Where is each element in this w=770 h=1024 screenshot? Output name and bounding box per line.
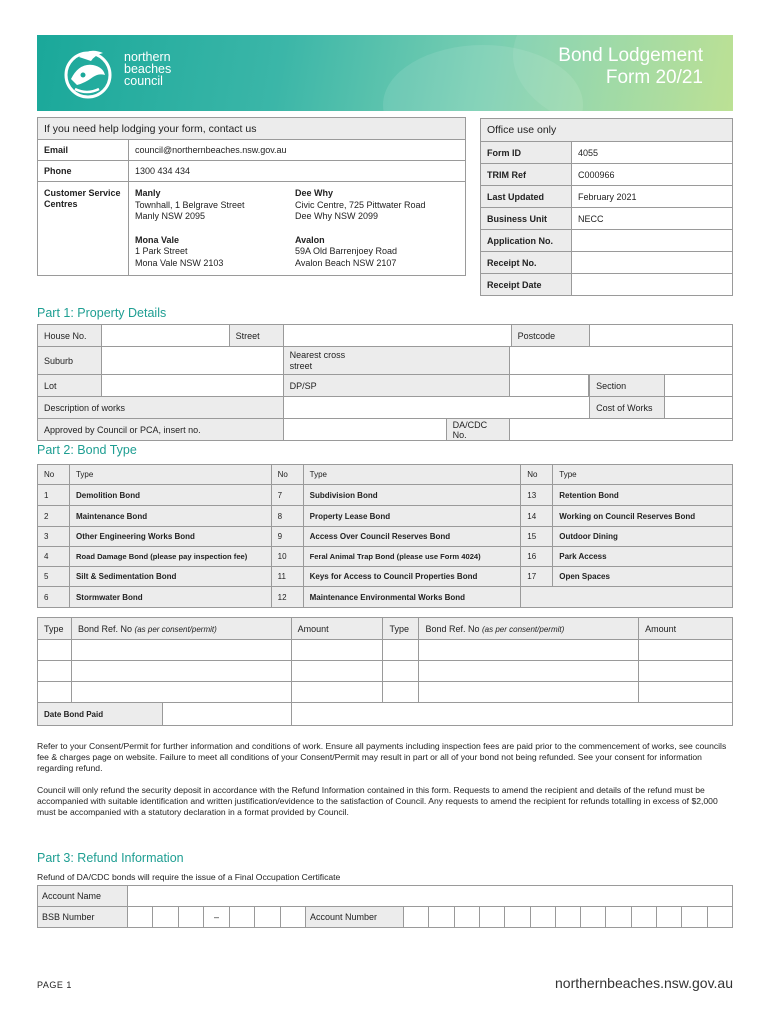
account-digit-box[interactable] [505, 907, 530, 928]
bond-no: 17 [521, 567, 553, 587]
bsb-digit-box[interactable] [280, 907, 305, 928]
street-field[interactable] [284, 325, 512, 346]
ref-bond-no-header: Bond Ref. No (as per consent/permit) [419, 618, 639, 640]
bond-no: 1 [38, 485, 70, 506]
office-label: Application No. [481, 230, 572, 252]
property-details-table [37, 324, 733, 441]
date-bond-paid-cell [38, 703, 292, 726]
office-label: Receipt No. [481, 252, 572, 274]
bond-type: Access Over Council Reserves Bond [303, 527, 521, 547]
bsb-digit-box[interactable] [127, 907, 152, 928]
street-label: Street [229, 325, 283, 347]
ref-bond-no-header: Bond Ref. No (as per consent/permit) [71, 618, 291, 640]
ref-cell[interactable] [291, 682, 383, 703]
col-no: No [271, 465, 303, 485]
part2-title: Part 2: Bond Type [37, 443, 137, 457]
suburb-field[interactable] [101, 347, 283, 375]
nearest-cross-street-field[interactable] [510, 347, 733, 375]
section-cell [590, 375, 733, 397]
account-digit-box[interactable] [404, 907, 429, 928]
bond-no: 3 [38, 527, 70, 547]
help-contact-table [37, 117, 466, 276]
application-no-field[interactable] [572, 230, 733, 252]
ref-type-header: Type [38, 618, 72, 640]
bsb-digit-box[interactable] [230, 907, 255, 928]
dp-sp-section-cell [510, 375, 590, 397]
bond-type-table [37, 464, 733, 608]
bond-no: 15 [521, 527, 553, 547]
part3-subtitle: Refund of DA/CDC bonds will require the issue of a Final Occupation Certificate [37, 872, 341, 882]
bond-no: 7 [271, 485, 303, 506]
office-label: Business Unit [481, 208, 572, 230]
ref-cell[interactable] [419, 661, 639, 682]
office-label: Last Updated [481, 186, 572, 208]
approved-by-cell [283, 419, 510, 441]
approved-by-label: Approved by Council or PCA, insert no. [38, 419, 284, 441]
lot-label: Lot [38, 375, 102, 397]
ref-cell[interactable] [419, 682, 639, 703]
office-value: 4055 [572, 142, 733, 164]
bond-no: 5 [38, 567, 70, 587]
bond-type: Road Damage Bond (please pay inspection fee) [69, 547, 271, 567]
account-digit-box[interactable] [530, 907, 555, 928]
office-label: Form ID [481, 142, 572, 164]
email-value[interactable]: council@northernbeaches.nsw.gov.au [129, 140, 466, 161]
bond-note-2: Council will only refund the security deposit in accordance with the Refund Information contained in this form. Requests to amend the recipient and details of the refund must be accompanied with suitable identification and written justification/evidence to the satisfaction of Council. Any requests to amend the recipient for refunds totalling in excess of $2,000 must be accompanied with a statutory declaration in a format provided by Council. [37, 784, 718, 818]
bond-type: Stormwater Bond [69, 587, 271, 608]
bsb-dash: – [203, 907, 229, 928]
bond-no: 11 [271, 567, 303, 587]
account-digit-box[interactable] [707, 907, 732, 928]
centres-col-2: Dee Why Civic Centre, 725 Pittwater Road Dee Why NSW 2099 Avalon 59A Old Barrenjoey Road Avalon Beach NSW 2107 [289, 182, 466, 276]
office-label: Receipt Date [481, 274, 572, 296]
bond-type: Park Access [553, 547, 733, 567]
ref-cell[interactable] [639, 661, 733, 682]
phone-value[interactable]: 1300 434 434 [129, 161, 466, 182]
col-type: Type [553, 465, 733, 485]
house-no-field[interactable] [101, 325, 229, 347]
page-number: PAGE 1 [37, 980, 72, 990]
da-cdc-field[interactable] [510, 419, 733, 441]
ref-cell[interactable] [639, 640, 733, 661]
bond-no: 14 [521, 506, 553, 527]
suburb-label: Suburb [38, 347, 102, 375]
ref-cell[interactable] [38, 661, 72, 682]
bond-no: 6 [38, 587, 70, 608]
col-no: No [38, 465, 70, 485]
date-bond-paid-field[interactable] [163, 703, 291, 725]
empty-cell [521, 587, 733, 608]
ref-cell[interactable] [38, 640, 72, 661]
approved-by-field[interactable] [284, 419, 447, 440]
ref-cell[interactable] [383, 661, 419, 682]
bsb-label: BSB Number [38, 907, 128, 928]
account-name-label: Account Name [38, 886, 128, 907]
bond-type: Maintenance Bond [69, 506, 271, 527]
cost-cell [590, 397, 733, 419]
bond-no: 2 [38, 506, 70, 527]
help-heading: If you need help lodging your form, contact us [38, 118, 466, 140]
bond-type: Working on Council Reserves Bond [553, 506, 733, 527]
postcode-label: Postcode [511, 325, 589, 346]
account-digit-box[interactable] [682, 907, 707, 928]
account-digit-box[interactable] [429, 907, 454, 928]
phone-label: Phone [38, 161, 129, 182]
date-bond-paid-field-ext[interactable] [291, 703, 732, 726]
refund-table [37, 885, 733, 928]
dp-sp-field[interactable] [510, 375, 588, 396]
postcode-field[interactable] [590, 325, 733, 347]
ref-amount-header: Amount [291, 618, 383, 640]
street-postcode-cell [283, 325, 590, 347]
receipt-no-field[interactable] [572, 252, 733, 274]
ref-cell[interactable] [383, 640, 419, 661]
account-digit-box[interactable] [631, 907, 656, 928]
bond-type: Retention Bond [553, 485, 733, 506]
receipt-date-field[interactable] [572, 274, 733, 296]
council-logo-icon [59, 45, 117, 101]
nearest-cross-street-label: Nearest cross street [283, 347, 510, 375]
ref-cell[interactable] [71, 682, 291, 703]
bond-type: Demolition Bond [69, 485, 271, 506]
office-value: February 2021 [572, 186, 733, 208]
bond-no: 16 [521, 547, 553, 567]
ref-cell[interactable] [383, 682, 419, 703]
bond-type: Subdivision Bond [303, 485, 521, 506]
part1-title: Part 1: Property Details [37, 306, 167, 320]
form-title: Bond Lodgement Form 20/21 [558, 45, 703, 88]
ref-type-header: Type [383, 618, 419, 640]
account-name-field[interactable] [127, 886, 732, 907]
col-no: No [521, 465, 553, 485]
ref-amount-header: Amount [639, 618, 733, 640]
ref-cell[interactable] [291, 661, 383, 682]
bond-type: Outdoor Dining [553, 527, 733, 547]
cost-field[interactable] [665, 397, 732, 418]
ref-cell[interactable] [38, 682, 72, 703]
account-number-label: Account Number [305, 907, 403, 928]
account-digit-box[interactable] [606, 907, 631, 928]
ref-cell[interactable] [71, 640, 291, 661]
ref-cell[interactable] [71, 661, 291, 682]
csc-label: Customer Service Centres [38, 182, 129, 276]
bond-no: 9 [271, 527, 303, 547]
office-value: NECC [572, 208, 733, 230]
bond-type: Maintenance Environmental Works Bond [303, 587, 521, 608]
part3-title: Part 3: Refund Information [37, 851, 184, 865]
bond-no: 8 [271, 506, 303, 527]
account-digit-box[interactable] [454, 907, 479, 928]
council-name: northern beaches council [124, 50, 172, 88]
cost-label: Cost of Works [590, 397, 665, 418]
bond-no: 4 [38, 547, 70, 567]
lot-field[interactable] [101, 375, 283, 397]
office-label: TRIM Ref [481, 164, 572, 186]
bond-type: Open Spaces [553, 567, 733, 587]
account-digit-box[interactable] [480, 907, 505, 928]
bond-type: Other Engineering Works Bond [69, 527, 271, 547]
account-digit-box[interactable] [581, 907, 606, 928]
bond-reference-table [37, 617, 733, 726]
bsb-digit-box[interactable] [255, 907, 280, 928]
dp-sp-label: DP/SP [283, 375, 510, 397]
description-label: Description of works [38, 397, 284, 419]
bond-type: Property Lease Bond [303, 506, 521, 527]
bond-type: Silt & Sedimentation Bond [69, 567, 271, 587]
office-heading: Office use only [481, 119, 733, 142]
col-type: Type [69, 465, 271, 485]
col-type: Type [303, 465, 521, 485]
da-cdc-label: DA/CDC No. [446, 419, 509, 440]
ref-cell[interactable] [291, 640, 383, 661]
account-digit-box[interactable] [555, 907, 580, 928]
header-banner [37, 35, 733, 111]
date-bond-paid-label: Date Bond Paid [38, 703, 163, 725]
bsb-digit-box[interactable] [178, 907, 203, 928]
section-field[interactable] [665, 375, 732, 396]
account-digit-box[interactable] [657, 907, 682, 928]
bond-note-1: Refer to your Consent/Permit for further information and conditions of work. Ensure all payments including inspection fees are paid prior to the commencement of works, see councils fee & charges page on website. Failure to meet all conditions of your Consent/Permit may result in part or all of your bond not being refunded. See your consent for information regarding refund. [37, 741, 727, 774]
ref-cell[interactable] [639, 682, 733, 703]
bond-type: Feral Animal Trap Bond (please use Form 4024) [303, 547, 521, 567]
centres-col-1: Manly Townhall, 1 Belgrave Street Manly NSW 2095 Mona Vale 1 Park Street Mona Vale NSW 2103 [129, 182, 290, 276]
bond-notes [37, 741, 733, 818]
bond-no: 13 [521, 485, 553, 506]
bsb-digit-box[interactable] [153, 907, 178, 928]
description-field[interactable] [283, 397, 590, 419]
section-label: Section [590, 375, 665, 396]
bond-no: 12 [271, 587, 303, 608]
bond-no: 10 [271, 547, 303, 567]
ref-cell[interactable] [419, 640, 639, 661]
bond-type: Keys for Access to Council Properties Bond [303, 567, 521, 587]
office-value: C000966 [572, 164, 733, 186]
email-label: Email [38, 140, 129, 161]
footer-url[interactable]: northernbeaches.nsw.gov.au [555, 975, 733, 991]
office-use-table [480, 118, 733, 296]
house-no-label: House No. [38, 325, 102, 347]
